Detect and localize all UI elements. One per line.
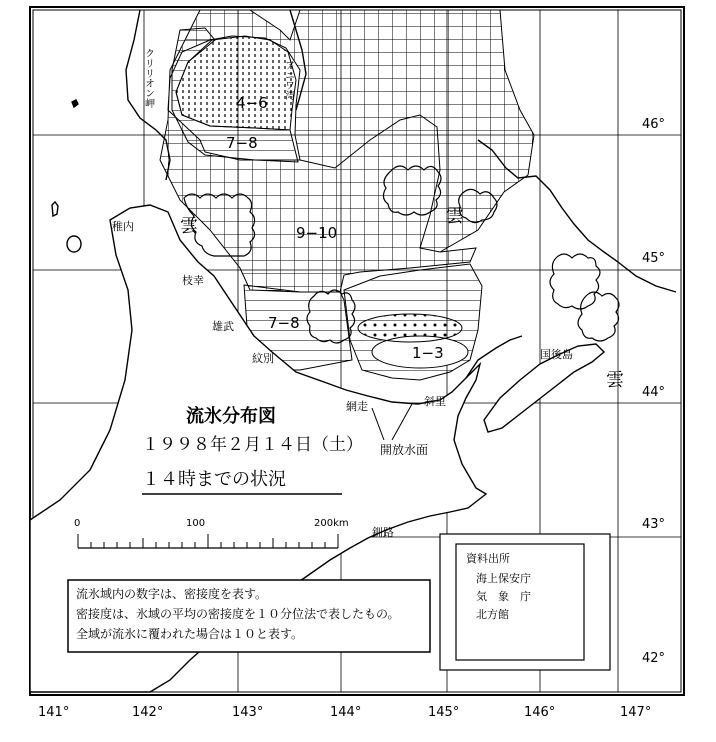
note-line-1: 流氷域内の数字は、密接度を表す。 [76, 587, 268, 601]
place-kushiro: 釧路 [372, 526, 394, 539]
concentration-label-4-6: 4−6 [236, 94, 268, 112]
concentration-label-7-8-south: 7−8 [268, 314, 300, 332]
latitude-axis [642, 117, 665, 666]
lat-label-42: 42° [642, 651, 666, 666]
lat-label-44: 44° [642, 385, 666, 400]
ice-area-dotted [358, 314, 462, 342]
cloud-label-1: 雲 [180, 216, 198, 237]
place-oumu: 雄武 [212, 320, 234, 333]
scale-label-200: 200km [314, 518, 349, 529]
map-date: １９９８年２月１４日（土） [142, 435, 363, 455]
concentration-label-9-10: 9−10 [296, 224, 338, 242]
scale-label-100: 100 [186, 518, 206, 529]
sources-heading: 資料出所 [466, 552, 510, 565]
place-aniwa: アニワ湾 [282, 60, 294, 100]
longitude-axis [38, 705, 651, 720]
place-shari: 斜里 [424, 395, 446, 408]
lat-label-45: 45° [642, 251, 666, 266]
cloud-label-3: 雲 [606, 370, 624, 391]
note-line-3: 全域が流氷に覆われた場合は１０と表す。 [76, 627, 304, 641]
open-water-label: 開放水面 [380, 443, 429, 457]
lat-label-43: 43° [642, 517, 666, 532]
map-status: １４時までの状況 [142, 469, 286, 490]
lat-label-46: 46° [642, 117, 666, 132]
rishiri-island [67, 236, 81, 252]
lon-label-145: 145° [428, 705, 460, 720]
notes-box [68, 580, 430, 652]
source-item-1: 海上保安庁 [476, 572, 531, 585]
lon-label-141: 141° [38, 705, 70, 720]
place-abashiri: 網走 [346, 400, 368, 413]
rebun-island [52, 202, 58, 216]
lon-label-143: 143° [232, 705, 264, 720]
source-item-3: 北方館 [476, 608, 509, 621]
place-wakkanai: 稚内 [112, 220, 134, 233]
concentration-label-7-8-north: 7−8 [226, 134, 258, 152]
cloud-label-2: 雲 [446, 206, 464, 227]
place-esashi: 枝幸 [182, 274, 204, 287]
place-crillon: クリリオン岬 [142, 48, 154, 108]
concentration-label-1-3: 1−3 [412, 344, 444, 362]
place-kunashiri: 国後島 [540, 348, 573, 361]
small-island [72, 100, 78, 107]
map-title: 流氷分布図 [186, 406, 276, 427]
lon-label-142: 142° [132, 705, 164, 720]
source-item-2: 気 象 庁 [476, 590, 531, 603]
lon-label-144: 144° [330, 705, 362, 720]
sources-box [440, 534, 610, 670]
lon-label-147: 147° [620, 705, 652, 720]
place-monbetsu: 紋別 [252, 352, 274, 365]
note-line-2: 密接度は、氷域の平均の密接度を１０分位法で表したもの。 [76, 607, 400, 621]
lon-label-146: 146° [524, 705, 556, 720]
scale-label-0: 0 [74, 518, 81, 529]
